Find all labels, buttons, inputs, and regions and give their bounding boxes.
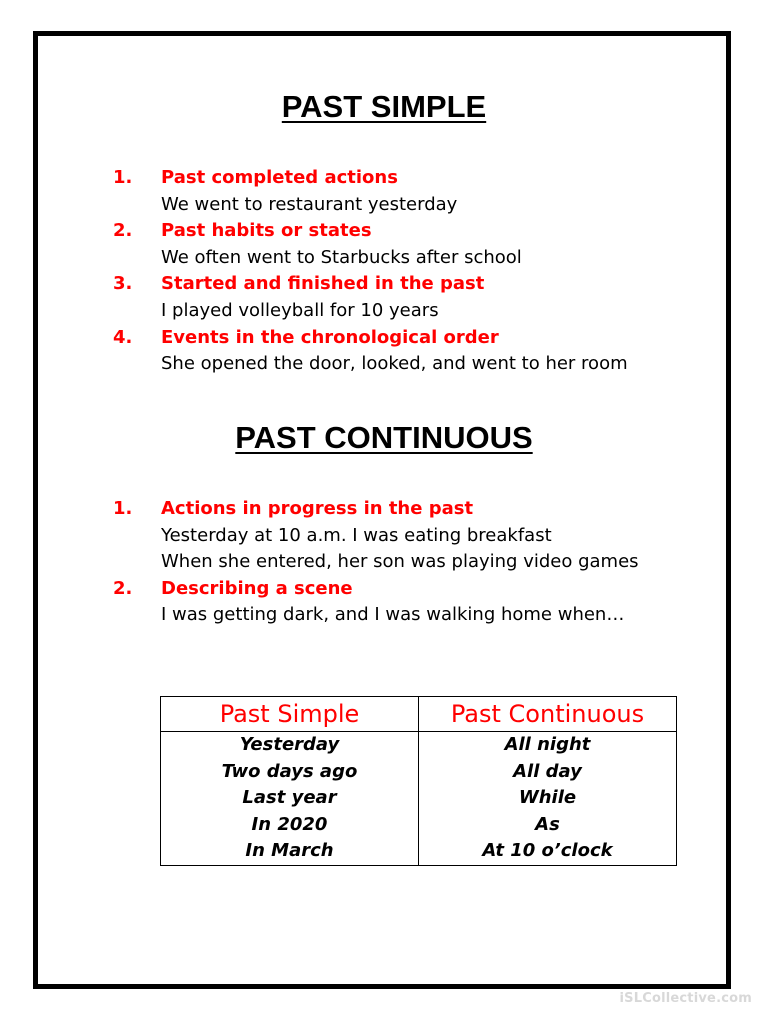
item-example: I was getting dark, and I was walking home when…	[161, 604, 625, 626]
item-heading: Actions in progress in the past	[161, 498, 474, 519]
list-item	[113, 271, 628, 324]
past-continuous-list	[113, 496, 639, 629]
item-number: 2.	[113, 220, 133, 242]
item-example: She opened the door, looked, and went to her room	[161, 353, 628, 375]
past-continuous-title: PAST CONTINUOUS	[235, 420, 533, 455]
time-expression: In 2020	[251, 813, 328, 835]
table-row	[161, 732, 677, 866]
time-expression: Yesterday	[239, 734, 340, 755]
item-number: 3.	[113, 273, 133, 295]
time-expressions-table	[160, 696, 677, 866]
time-expression: All day	[513, 760, 582, 782]
past-continuous-expressions	[419, 732, 677, 866]
item-heading: Past completed actions	[161, 167, 398, 188]
time-expression: At 10 o’clock	[482, 840, 613, 862]
item-example: I played volleyball for 10 years	[161, 299, 439, 321]
item-heading: Events in the chronological order	[161, 326, 499, 348]
item-example: We often went to Starbucks after school	[161, 246, 522, 268]
time-expression: Two days ago	[221, 760, 358, 782]
watermark: iSLCollective.com	[619, 991, 752, 1006]
item-heading: Started and finished in the past	[161, 273, 485, 295]
time-expression: All night	[504, 734, 591, 755]
list-item	[113, 325, 628, 378]
table-header-row	[161, 697, 677, 732]
item-heading: Describing a scene	[161, 577, 353, 599]
column-header-past-continuous: Past Continuous	[419, 697, 677, 732]
item-number: 1.	[113, 167, 133, 188]
time-expression: Last year	[242, 787, 337, 809]
list-item	[113, 218, 628, 271]
item-number: 4.	[113, 326, 133, 348]
time-expression: As	[535, 813, 560, 835]
past-simple-title: PAST SIMPLE	[281, 89, 487, 124]
item-example: When she entered, her son was playing video games	[161, 551, 639, 573]
column-header-past-simple: Past Simple	[161, 697, 419, 732]
list-item	[113, 165, 628, 218]
item-number: 1.	[113, 498, 133, 519]
item-number: 2.	[113, 577, 133, 599]
list-item	[113, 496, 639, 576]
item-heading: Past habits or states	[161, 220, 372, 242]
list-item	[113, 576, 639, 629]
time-expression: While	[518, 787, 577, 809]
past-simple-expressions	[161, 732, 419, 866]
item-example: Yesterday at 10 a.m. I was eating breakfast	[161, 524, 552, 546]
time-expression: In March	[245, 840, 334, 862]
item-example: We went to restaurant yesterday	[161, 193, 458, 215]
past-simple-list	[113, 165, 628, 378]
